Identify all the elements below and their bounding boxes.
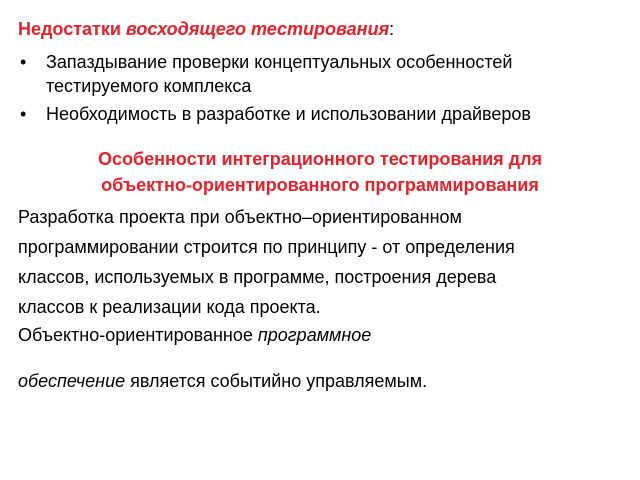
subheading-line: Особенности интеграционного тестирования для xyxy=(97,149,543,169)
bullet-text-line: Запаздывание проверки концептуальных особенностей xyxy=(46,52,513,72)
bullet-list xyxy=(18,50,628,130)
heading-lead: Недостатки xyxy=(18,19,126,39)
bullet-marker: • xyxy=(20,52,27,72)
paragraph2-text: является событийно управляемым. xyxy=(125,371,428,391)
paragraph-line: Разработка проекта при объектно–ориентированном xyxy=(18,207,462,227)
bullet-text-line: Необходимость в разработке и использовании драйверов xyxy=(46,104,531,124)
bullet-text-line: тестируемого комплекса xyxy=(46,76,252,96)
paragraph2-text: Объектно-ориентированное xyxy=(18,325,258,345)
subheading xyxy=(0,146,640,198)
heading-colon: : xyxy=(389,19,395,39)
section-heading xyxy=(18,18,394,40)
paragraph-line: классов, используемых в программе, построения дерева xyxy=(18,267,497,287)
subheading-line: объектно-ориентированного программирования xyxy=(101,175,539,195)
body-paragraph-2 xyxy=(18,322,628,394)
paragraph2-emphasis: программное xyxy=(257,325,372,345)
bullet-item xyxy=(18,102,628,126)
paragraph-line: классов к реализации кода проекта. xyxy=(18,297,321,317)
paragraph-line: программировании строится по принципу - от определения xyxy=(18,237,515,257)
body-paragraph xyxy=(18,202,628,322)
paragraph2-line xyxy=(18,368,628,394)
bullet-item xyxy=(18,50,628,98)
heading-emphasis: восходящего тестирования xyxy=(125,19,390,39)
bullet-marker: • xyxy=(20,104,27,124)
paragraph2-emphasis: обеспечение xyxy=(18,371,126,391)
paragraph2-line xyxy=(18,322,628,348)
